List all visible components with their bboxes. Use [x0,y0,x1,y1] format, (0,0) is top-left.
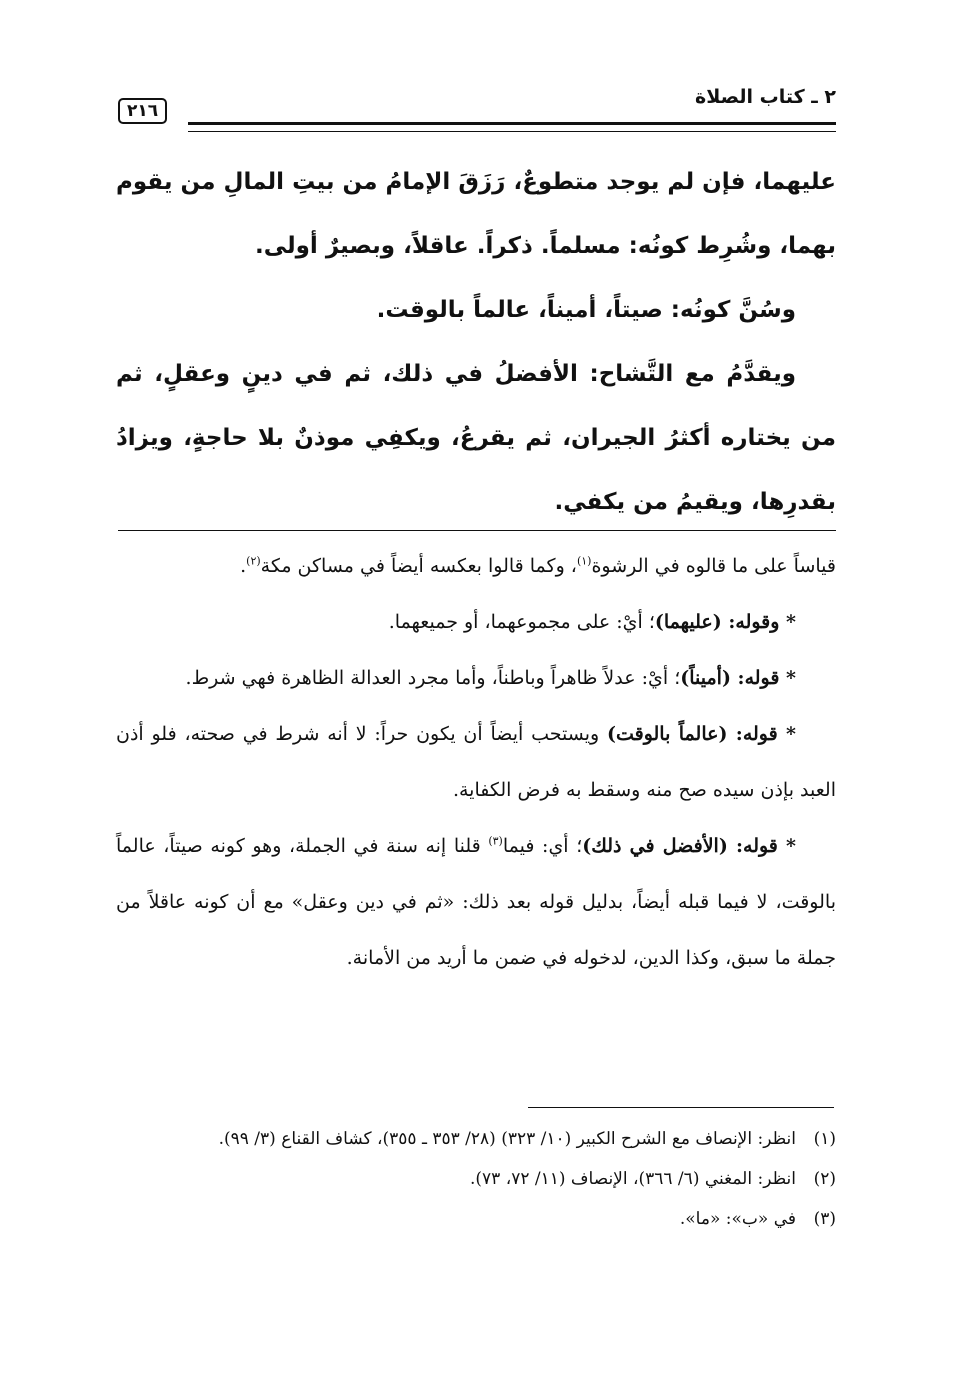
commentary-keyword: * قوله: (الأفضل في ذلك) [582,835,796,857]
footnotes [116,1122,836,1242]
footnote-number: (٣) [813,1209,836,1229]
footnote-text: في «ب»: «ما». [679,1209,796,1229]
main-text-divider [118,530,836,531]
footnote-number: (٢) [813,1169,836,1189]
commentary [116,538,836,986]
commentary-paragraph-1 [116,538,836,594]
footnote-text: انظر: الإنصاف مع الشرح الكبير (١٠/ ٣٢٣) (٢٨/ ٣٥٣ ـ ٣٥٥)، كشاف القناع (٣/ ٩٩). [218,1129,796,1149]
commentary-text: ؛ أي: فيما [502,835,583,857]
footnote-ref-3: (٣) [488,834,503,848]
main-text-paragraph-1: عليهما، فإن لم يوجد متطوعٌ، رَزَقَ الإمامُ من بيتِ المالِ من يقوم بهما، وشُرِط كونُه: مسلماً. ذكراً. عاقلاً، وبصيرٌ أولى. [116,169,836,259]
chapter-title: ٢ ـ كتاب الصلاة [695,86,836,108]
footnote-text: انظر: المغني (٦/ ٣٦٦)، الإنصاف (١١/ ٧٢، ٧٣). [469,1169,796,1189]
commentary-text: ، وكما قالوا بعكسه أيضاً في مساكن مكة [260,555,577,577]
footnote-ref-1: (١) [576,554,592,568]
main-text-paragraph-3: ويقدَّمُ مع التَّشاح: الأفضلُ في ذلك، ثم في دينٍ وعقلٍ، ثم من يختاره أكثرُ الجيران، ثم يقرعُ، ويكفِي موذنٌ بلا حاجةٍ، ويزادُ بقدرِها، ويقيمُ من يكفي. [116,361,836,515]
commentary-paragraph-2 [116,594,836,650]
commentary-text: ؛ أيْ: عدلاً ظاهراً وباطناً، وأما مجرد العدالة الظاهرة فهي شرط. [185,667,681,689]
commentary-text: قلنا إنه سنة في الجملة، وهو كونه صيتاً، عالماً بالوقت، لا فيما قبله أيضاً، بدليل قوله بعد ذلك: «ثم في دين وعقل» مع أن كونه عاقلاً من جملة ما سبق، وكذا الدين، لدخوله في ضمن ما أريد من الأمانة. [116,835,836,969]
footnote-2 [116,1162,836,1196]
footnote-1 [116,1122,836,1156]
commentary-keyword: * وقوله: (عليهما) [654,611,796,633]
footnote-3 [116,1202,836,1236]
footnote-ref-2: (٢) [246,554,261,568]
page-number: ٢١٦ [118,98,167,124]
commentary-paragraph-3 [116,650,836,706]
footnotes-divider [528,1107,834,1108]
commentary-text: . [240,555,247,577]
commentary-keyword: * قوله: (عالماً بالوقت) [606,723,796,745]
commentary-keyword: * قوله: (أميناً) [680,667,796,689]
commentary-text: ؛ أيْ: على مجموعهما، أو جميعهما. [388,611,655,633]
commentary-paragraph-5 [116,818,836,986]
main-text-paragraph-2: وسُنَّ كونُه: صيتاً، أميناً، عالماً بالوقت. [376,297,796,323]
commentary-text: قياساً على ما قالوه في الرشوة [591,555,836,577]
page-header [118,86,836,126]
header-double-rule [188,122,836,132]
main-text [116,150,836,534]
commentary-paragraph-4 [116,706,836,818]
footnote-number: (١) [813,1129,836,1149]
commentary-text: ويستحب أيضاً أن يكون حراً: لا أنه شرط في صحته، فلو أذن العبد بإذن سيده صح منه وسقط به فرض الكفاية. [116,723,836,801]
